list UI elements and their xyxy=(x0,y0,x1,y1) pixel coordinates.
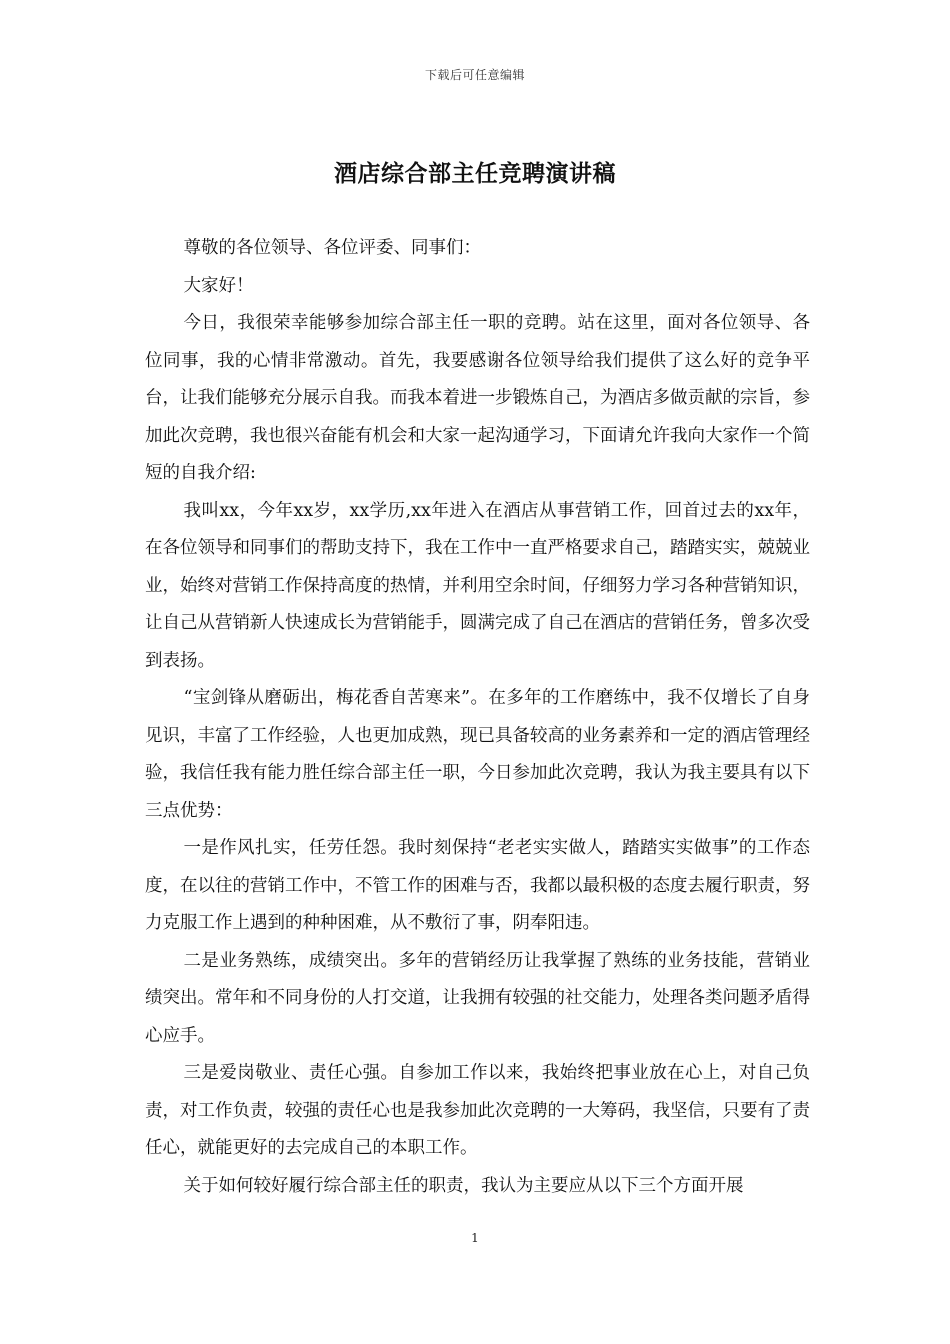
paragraph-advantage-two: 二是业务熟练，成绩突出。多年的营销经历让我掌握了熟练的业务技能，营销业绩突出。常年和不同身份的人打交道，让我拥有较强的社交能力，处理各类问题矛盾得心应手。 xyxy=(145,950,810,1046)
paragraph-experience: “宝剑锋从磨砺出，梅花香自苦寒来”。在多年的工作磨练中，我不仅增长了自身见识，丰富了工作经验，人也更加成熟，现已具备较高的业务素养和一定的酒店管理经验，我信任我有能力胜任综合部主任一职，今日参加此次竞聘，我认为我主要具有以下三点优势： xyxy=(145,688,810,821)
paragraph-opening: 今日，我很荣幸能够参加综合部主任一职的竞聘。站在这里，面对各位领导、各位同事，我的心情非常激动。首先，我要感谢各位领导给我们提供了这么好的竞争平台，让我们能够充分展示自我。而我本着进一步锻炼自己，为酒店多做贡献的宗旨，参加此次竞聘，我也很兴奋能有机会和大家一起沟通学习，下面请允许我向大家作一个简短的自我介绍: xyxy=(145,313,810,483)
document-body xyxy=(145,230,810,1205)
paragraph-greeting: 大家好！ xyxy=(183,275,254,296)
paragraph-salutation: 尊敬的各位领导、各位评委、同事们： xyxy=(183,238,481,258)
paragraph-self-introduction: 我叫xx，今年xx岁，xx学历,xx年进入在酒店从事营销工作，回首过去的xx年，在各位领导和同事们的帮助支持下，我在工作中一直严格要求自己，踏踏实实，兢兢业业，始终对营销工作保持高度的热情，并利用空余时间，仔细努力学习各种营销知识，让自己从营销新人快速成长为营销能手，圆满完成了自己在酒店的营销任务，曾多次受到表扬。 xyxy=(145,500,810,671)
page-number: 1 xyxy=(471,1231,479,1245)
document-title: 酒店综合部主任竞聘演讲稿 xyxy=(334,160,616,187)
header-note: 下载后可任意编辑 xyxy=(424,68,525,82)
paragraph-duties-intro: 关于如何较好履行综合部主任的职责，我认为主要应从以下三个方面开展 xyxy=(183,1175,744,1196)
paragraph-advantage-three: 三是爱岗敬业、责任心强。自参加工作以来，我始终把事业放在心上，对自己负责，对工作负责，较强的责任心也是我参加此次竞聘的一大筹码，我坚信，只要有了责任心，就能更好的去完成自己的本职工作。 xyxy=(145,1063,810,1158)
paragraph-advantage-one: 一是作风扎实，任劳任怨。我时刻保持“老老实实做人，踏踏实实做事”的工作态度，在以往的营销工作中，不管工作的困难与否，我都以最积极的态度去履行职责，努力克服工作上遇到的种种困难，从不敷衍了事，阴奉阳违。 xyxy=(145,838,810,933)
